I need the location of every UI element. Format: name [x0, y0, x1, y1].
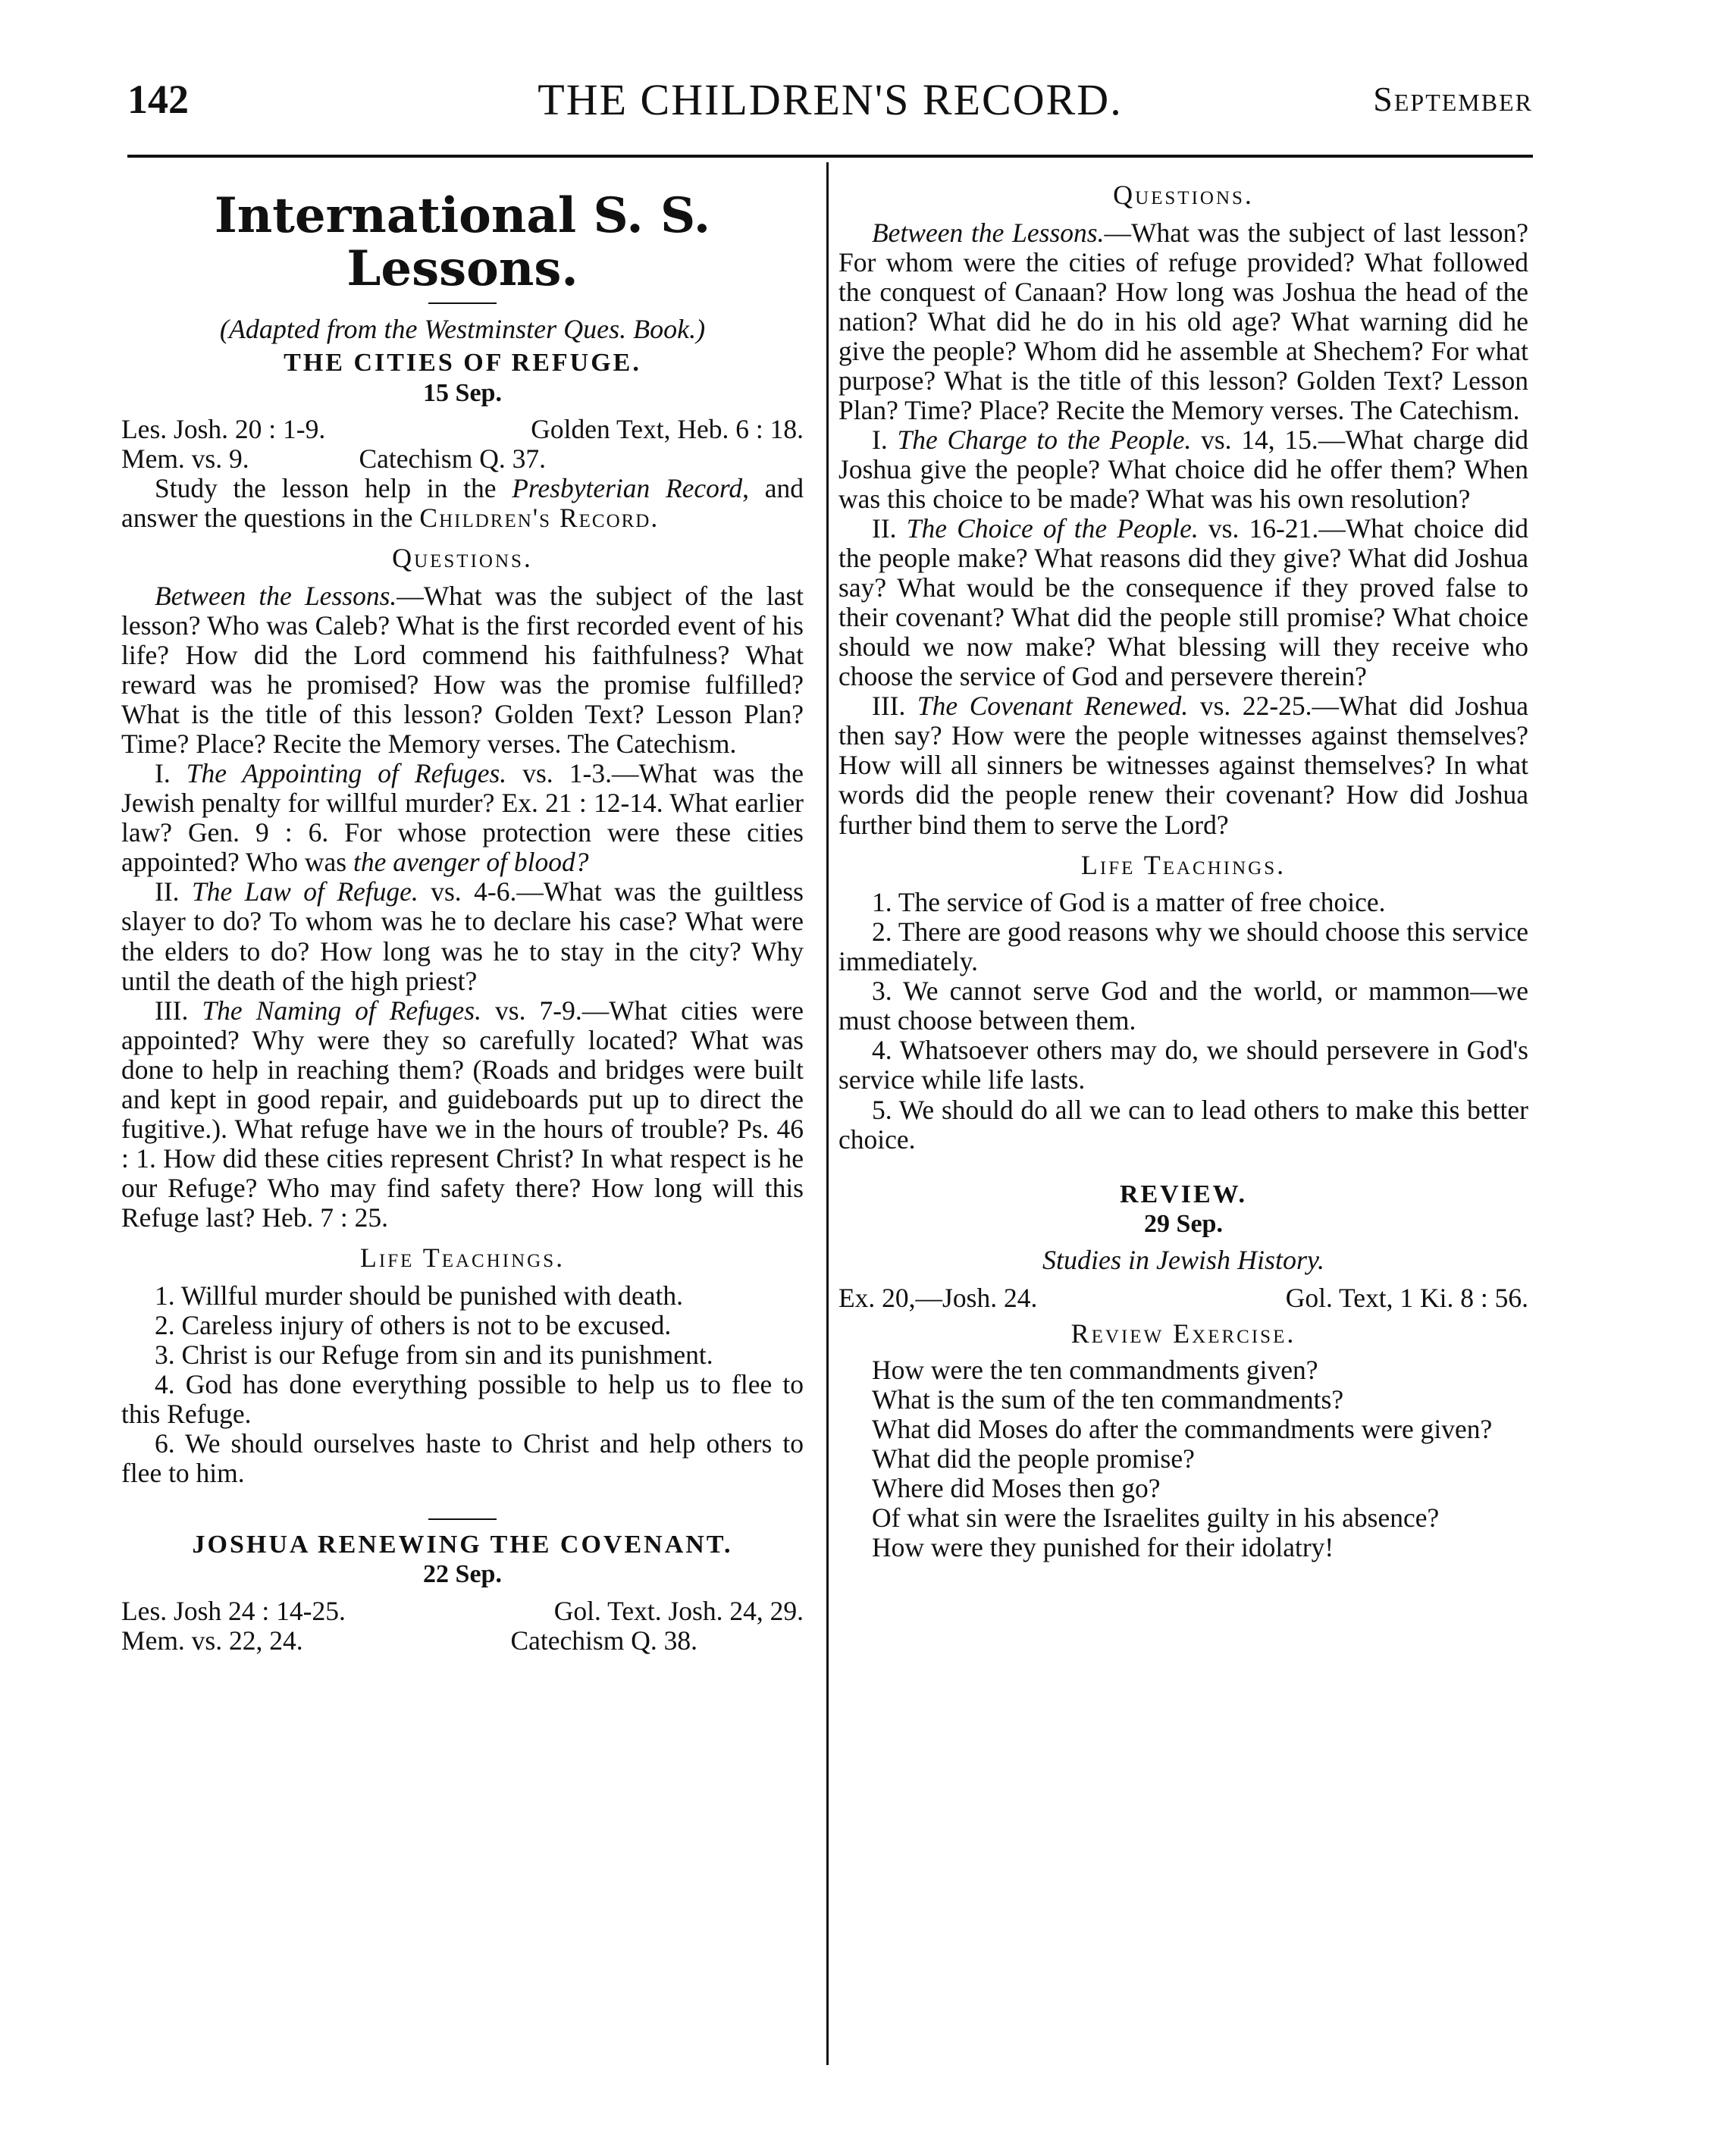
teaching-item: 1. The service of God is a matter of free choice.	[872, 887, 1386, 918]
review-question: How were the ten commandments given?	[872, 1354, 1318, 1385]
page-number: 142	[127, 77, 189, 122]
life-teachings-heading: Life Teachings.	[359, 1242, 566, 1273]
title-rule	[428, 302, 497, 304]
golden-text-ref: Gol. Text. Josh. 24, 29.	[553, 1595, 804, 1626]
lesson-title: JOSHUA RENEWING THE COVENANT.	[192, 1530, 733, 1559]
teaching-item: 4. God has done everything possible to help us to flee to this Refuge.	[121, 1368, 804, 1429]
lesson-ref-line	[121, 415, 804, 444]
question-paragraph: I. The Charge to the People. vs. 14, 15.—What charge did Joshua give the people? What choice did he offer them? When was this choice to be made? What was his own resolution?	[838, 424, 1528, 515]
issue-month: September	[1373, 80, 1533, 118]
lesson-ref-line	[121, 1626, 697, 1656]
question-paragraph: Between the Lessons.—What was the subject of last lesson? For whom were the cities of refuge provided? What followed the conquest of Canaan? How long was Joshua the head of the nation? What did he do in his old age? What warning did he give the people? Whom did he assemble at Shechem? For what purpose? What is the title of this lesson? Golden Text? Lesson Plan? Time? Place? Recite the Memory verses. The Catechism.	[838, 217, 1528, 425]
study-note: Study the lesson help in the Presbyterian Record, and answer the questions in the Children's Record.	[121, 473, 804, 534]
lesson-ref: Les. Josh 24 : 14-25.	[121, 1595, 346, 1626]
lesson-date: 22 Sep.	[423, 1560, 502, 1589]
catechism-ref: Catechism Q. 37.	[359, 443, 546, 475]
teaching-item: 1. Willful murder should be punished with death.	[155, 1280, 683, 1311]
header-rule	[127, 155, 1533, 158]
questions-heading: Questions.	[392, 543, 533, 574]
question-paragraph: I. The Appointing of Refuges. vs. 1-3.—What was the Jewish penalty for willful murder? Ex. 21 : 12-14. What earlier law? Gen. 9 : 6. For whose protection were these cities appointed? Who was the avenger of blood?	[121, 758, 804, 878]
main-title: International S. S. Lessons.	[214, 187, 711, 298]
life-teachings-heading: Life Teachings.	[1080, 849, 1287, 880]
lesson-date: 15 Sep.	[423, 378, 502, 407]
golden-text-ref: Golden Text, Heb. 6 : 18.	[531, 414, 804, 445]
memory-verses-ref: Mem. vs. 22, 24.	[121, 1625, 303, 1656]
review-lesson-ref: Ex. 20,—Josh. 24.	[838, 1282, 1038, 1313]
teaching-item: 5. We should do all we can to lead others to make this better choice.	[838, 1094, 1528, 1155]
review-question: What did Moses do after the commandments were given?	[872, 1413, 1493, 1444]
question-paragraph: III. The Covenant Renewed. vs. 22-25.—What did Joshua then say? How were the people witnesses against themselves? How will all sinners be witnesses against themselves? In what words did the people renew their covenant? How did Joshua further bind them to serve the Lord?	[838, 691, 1528, 840]
catechism-ref: Catechism Q. 38.	[510, 1625, 697, 1656]
review-date: 29 Sep.	[1144, 1209, 1223, 1238]
section-rule	[428, 1518, 497, 1520]
lesson-title: THE CITIES OF REFUGE.	[284, 349, 641, 378]
page-header	[127, 68, 1533, 136]
questions-heading: Questions.	[1113, 180, 1254, 210]
teaching-item: 3. Christ is our Refuge from sin and its punishment.	[155, 1339, 713, 1370]
review-question: Where did Moses then go?	[872, 1472, 1161, 1503]
lesson-ref-line	[121, 1597, 804, 1626]
publication-title: THE CHILDREN'S RECORD.	[538, 75, 1123, 124]
question-paragraph: II. The Choice of the People. vs. 16-21.—What choice did the people make? What reasons did they give? What did Joshua say? What would be the consequence if they proved false to their covenant? What did the people still promise? What choice should we now make? What blessing will they receive who choose the service of God and persevere therein?	[838, 513, 1528, 692]
review-subtitle: Studies in Jewish History.	[1042, 1245, 1324, 1276]
left-column	[121, 179, 804, 1656]
teaching-item: 3. We cannot serve God and the world, or mammon—we must choose between them.	[838, 976, 1528, 1036]
right-column	[838, 179, 1528, 1562]
adapted-note: (Adapted from the Westminster Ques. Book.)	[219, 313, 706, 344]
review-golden-text-ref: Gol. Text, 1 Ki. 8 : 56.	[1285, 1282, 1528, 1313]
review-question: What is the sum of the ten commandments?	[872, 1384, 1344, 1415]
lesson-ref: Les. Josh. 20 : 1-9.	[121, 414, 326, 445]
lesson-ref-line	[121, 444, 546, 474]
review-title: REVIEW.	[1119, 1180, 1248, 1208]
teaching-item: 4. Whatsoever others may do, we should persevere in God's service while life lasts.	[838, 1035, 1528, 1095]
teaching-item: 2. Careless injury of others is not to be excused.	[155, 1309, 672, 1340]
review-question: What did the people promise?	[872, 1443, 1195, 1474]
question-paragraph: Between the Lessons.—What was the subject of the last lesson? Who was Caleb? What is the first recorded event of his life? How did the Lord commend his faithfulness? What reward was he promised? How was the promise fulfilled? What is the title of this lesson? Golden Text? Lesson Plan? Time? Place? Recite the Memory verses. The Catechism.	[121, 580, 804, 760]
question-paragraph: III. The Naming of Refuges. vs. 7-9.—What cities were appointed? Why were they so carefully located? What was done to help in reaching them? (Roads and bridges were built and kept in good repair, and guideboards put up to direct the fugitive.). What refuge have we in the hours of trouble? Ps. 46 : 1. How did these cities represent Christ? In what respect is he our Refuge? Who may find safety there? How long will this Refuge last? Heb. 7 : 25.	[121, 995, 804, 1233]
review-exercise-heading: Review Exercise.	[1070, 1318, 1296, 1349]
question-paragraph: II. The Law of Refuge. vs. 4-6.—What was the guiltless slayer to do? To whom was he to declare his case? What were the elders to do? How long was he to stay in the city? Why until the death of the high priest?	[121, 876, 804, 996]
review-question: Of what sin were the Israelites guilty in his absence?	[872, 1502, 1440, 1533]
review-question: How were they punished for their idolatry!	[872, 1531, 1334, 1562]
teaching-item: 2. There are good reasons why we should choose this service immediately.	[838, 917, 1528, 977]
teaching-item: 6. We should ourselves haste to Christ and help others to flee to him.	[121, 1427, 804, 1488]
column-divider	[826, 162, 829, 2065]
memory-verses-ref: Mem. vs. 9.	[121, 443, 249, 475]
review-ref-line	[838, 1283, 1528, 1313]
